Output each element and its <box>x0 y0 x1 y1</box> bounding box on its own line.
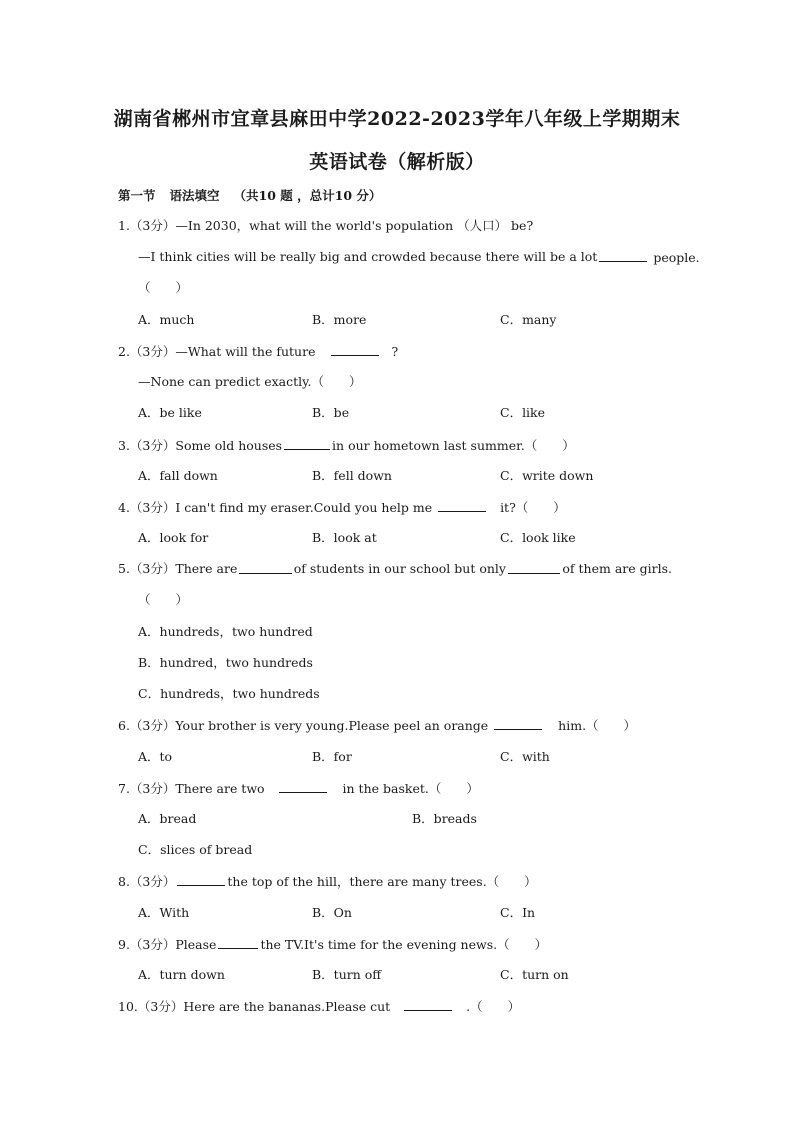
option-a[interactable]: A．to <box>138 749 173 764</box>
section-header <box>118 186 381 204</box>
option-b[interactable]: B．for <box>312 749 352 764</box>
option-a[interactable]: A．look for <box>138 530 209 545</box>
option-a[interactable]: A．bread <box>138 811 197 826</box>
section-name: 第一节 <box>118 188 156 203</box>
option-c[interactable]: C．many <box>500 312 557 327</box>
question-text: in our hometown last summer.（ ） <box>332 438 575 453</box>
question-1-line2 <box>138 248 700 267</box>
question-text: the TV.It's time for the evening news.（ ） <box>260 937 548 952</box>
answer-blank[interactable] <box>508 560 560 574</box>
question-6 <box>118 716 636 735</box>
option-c[interactable]: C．write down <box>500 468 594 483</box>
question-2 <box>118 342 398 361</box>
option-c[interactable]: C．with <box>500 749 550 764</box>
question-text: ? <box>391 344 399 359</box>
question-text: .（ ） <box>466 999 521 1014</box>
option-c[interactable]: C．turn on <box>500 967 569 982</box>
option-b[interactable]: B．On <box>312 905 352 920</box>
answer-blank[interactable] <box>177 872 225 886</box>
question-text: it?（ ） <box>500 500 566 515</box>
answer-paren: （ ） <box>138 280 189 295</box>
question-2-line2: —None can predict exactly.（ ） <box>138 374 362 389</box>
question-text: of students in our school but only <box>293 561 506 576</box>
section-info: （共10 题 ，总计10 分） <box>233 188 382 203</box>
question-text: the top of the hill，there are many trees.（ ） <box>227 874 537 889</box>
answer-blank[interactable] <box>404 997 452 1011</box>
answer-blank[interactable] <box>599 248 647 262</box>
option-b[interactable]: B．fell down <box>312 468 392 483</box>
option-c[interactable]: C．slices of bread <box>138 842 253 857</box>
question-text: 10.（3分）Here are the bananas.Please cut <box>118 999 391 1014</box>
option-b[interactable]: B．be <box>312 405 350 420</box>
exam-title-line1: 湖南省郴州市宜章县麻田中学2022-2023学年八年级上学期期末 <box>113 108 681 130</box>
question-text: —I think cities will be really big and crowded because there will be a lot <box>138 249 598 264</box>
question-text: in the basket.（ ） <box>342 781 479 796</box>
option-a[interactable]: A．much <box>138 312 195 327</box>
option-c[interactable]: C．hundreds，two hundreds <box>138 686 320 701</box>
option-a[interactable]: A．With <box>138 905 190 920</box>
question-text: 8.（3分） <box>118 874 176 889</box>
answer-blank[interactable] <box>438 498 486 512</box>
answer-blank[interactable] <box>279 779 327 793</box>
question-text: 5.（3分）There are <box>118 561 238 576</box>
option-b[interactable]: B．hundred，two hundreds <box>138 655 313 670</box>
option-a[interactable]: A．hundreds，two hundred <box>138 624 313 639</box>
option-a[interactable]: A．fall down <box>138 468 218 483</box>
question-4 <box>118 498 566 517</box>
answer-blank[interactable] <box>239 560 291 574</box>
answer-blank[interactable] <box>218 935 258 949</box>
question-text: 3.（3分）Some old houses <box>118 438 283 453</box>
question-text: him.（ ） <box>558 718 637 733</box>
option-c[interactable]: C．like <box>500 405 546 420</box>
answer-blank[interactable] <box>284 436 330 450</box>
question-text: 4.（3分）I can't find my eraser.Could you help me <box>118 500 433 515</box>
answer-blank[interactable] <box>494 716 542 730</box>
question-text: 6.（3分）Your brother is very young.Please peel an orange <box>118 718 489 733</box>
exam-title-line2: 英语试卷（解析版） <box>309 151 485 173</box>
option-c[interactable]: C．look like <box>500 530 576 545</box>
option-b[interactable]: B．look at <box>312 530 377 545</box>
option-a[interactable]: A．be like <box>138 405 202 420</box>
question-text: 7.（3分）There are two <box>118 781 265 796</box>
section-label: 语法填空 <box>169 188 220 203</box>
question-text: people. <box>653 250 700 265</box>
question-7 <box>118 779 479 798</box>
answer-blank[interactable] <box>331 342 379 356</box>
option-c[interactable]: C．In <box>500 905 536 920</box>
question-3 <box>118 436 575 455</box>
question-text: 1.（3分）—In 2030，what will the world's population （人口） be? <box>118 218 534 233</box>
question-1 <box>118 217 533 235</box>
option-b[interactable]: B．more <box>312 312 367 327</box>
question-5 <box>118 560 672 578</box>
option-b[interactable]: B．turn off <box>312 967 382 982</box>
question-10 <box>118 997 520 1016</box>
question-text: 2.（3分）—What will the future <box>118 344 316 359</box>
option-b[interactable]: B．breads <box>412 811 477 826</box>
answer-paren: （ ） <box>138 592 189 607</box>
question-text: 9.（3分）Please <box>118 937 217 952</box>
option-a[interactable]: A．turn down <box>138 967 225 982</box>
question-text: of them are girls. <box>562 561 672 576</box>
question-8 <box>118 872 537 891</box>
question-9 <box>118 935 547 954</box>
